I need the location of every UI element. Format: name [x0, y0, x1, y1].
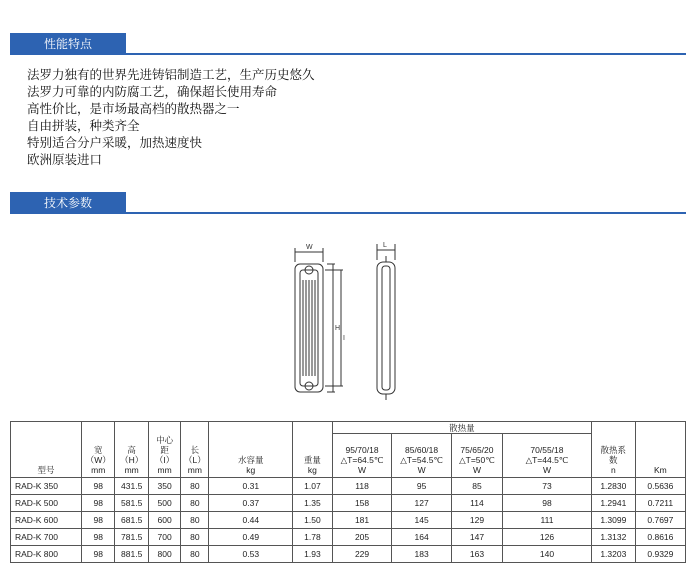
table-cell: 158 [332, 495, 392, 512]
table-cell: 1.93 [293, 546, 333, 563]
radiator-dimension-diagram [285, 240, 415, 410]
table-cell: 1.07 [293, 478, 333, 495]
table-cell: 98 [82, 529, 115, 546]
table-cell: 0.5636 [635, 478, 685, 495]
table-cell: 98 [82, 512, 115, 529]
header-coefficient: 散热系 数 n [591, 422, 635, 478]
header-model: 型号 [11, 422, 82, 478]
table-cell: 80 [181, 478, 209, 495]
table-cell: RAD-K 500 [11, 495, 82, 512]
header-cond-1: 95/70/18 △T=64.5℃ W [332, 434, 392, 478]
header-center-distance: 中心 距 （I） mm [148, 422, 180, 478]
section-title-specs: 技术参数 [10, 192, 126, 214]
table-cell: 181 [332, 512, 392, 529]
table-cell: 98 [503, 495, 592, 512]
header-water-capacity: 水容量 kg [209, 422, 293, 478]
header-cond-2: 85/60/18 △T=54.5℃ W [392, 434, 452, 478]
table-cell: 881.5 [115, 546, 148, 563]
diagram-label-w: W [306, 244, 313, 251]
table-cell: 164 [392, 529, 452, 546]
radiator-side-outline [377, 262, 395, 394]
section-header-specs [10, 192, 686, 214]
table-cell: 98 [82, 478, 115, 495]
table-cell: 111 [503, 512, 592, 529]
table-cell: RAD-K 350 [11, 478, 82, 495]
table-cell: 147 [451, 529, 502, 546]
table-cell: 205 [332, 529, 392, 546]
table-cell: 1.50 [293, 512, 333, 529]
diagram-label-l: L [383, 242, 387, 249]
table-row [11, 495, 686, 512]
diagram-label-i: I [343, 335, 345, 342]
header-length: 长 （L） mm [181, 422, 209, 478]
table-cell: 0.9329 [635, 546, 685, 563]
table-cell: 73 [503, 478, 592, 495]
table-cell: 80 [181, 546, 209, 563]
table-cell: 1.3099 [591, 512, 635, 529]
table-cell: 431.5 [115, 478, 148, 495]
table-cell: RAD-K 800 [11, 546, 82, 563]
table-cell: 600 [148, 512, 180, 529]
feature-item: 高性价比，是市场最高档的散热器之一 [27, 101, 240, 116]
header-cond-3: 75/65/20 △T=50℃ W [451, 434, 502, 478]
table-cell: 98 [82, 495, 115, 512]
section-title-features: 性能特点 [10, 33, 126, 55]
section-header-features [10, 33, 686, 55]
table-cell: 95 [392, 478, 452, 495]
table-row [11, 546, 686, 563]
table-cell: 500 [148, 495, 180, 512]
table-cell: 163 [451, 546, 502, 563]
table-cell: RAD-K 700 [11, 529, 82, 546]
table-cell: 1.3203 [591, 546, 635, 563]
feature-item: 自由拼装，种类齐全 [27, 118, 140, 133]
table-cell: 85 [451, 478, 502, 495]
table-cell: 114 [451, 495, 502, 512]
table-cell: 1.2830 [591, 478, 635, 495]
diagram-label-h: H [335, 325, 341, 332]
table-cell: 129 [451, 512, 502, 529]
table-cell: 0.7211 [635, 495, 685, 512]
table-cell: 229 [332, 546, 392, 563]
table-cell: 0.8616 [635, 529, 685, 546]
header-km: Km [635, 422, 685, 478]
table-cell: 0.7697 [635, 512, 685, 529]
table-cell: 350 [148, 478, 180, 495]
table-cell: 0.44 [209, 512, 293, 529]
feature-item: 特别适合分户采暖，加热速度快 [27, 135, 203, 150]
table-cell: 80 [181, 529, 209, 546]
header-cond-4: 70/55/18 △T=44.5℃ W [503, 434, 592, 478]
table-cell: 80 [181, 495, 209, 512]
feature-item: 法罗力可靠的内防腐工艺，确保超长使用寿命 [27, 84, 278, 99]
table-cell: 127 [392, 495, 452, 512]
table-row [11, 512, 686, 529]
table-cell: 1.2941 [591, 495, 635, 512]
table-cell: 0.53 [209, 546, 293, 563]
table-cell: 0.37 [209, 495, 293, 512]
table-cell: 126 [503, 529, 592, 546]
feature-item: 法罗力独有的世界先进铸铝制造工艺，生产历史悠久 [27, 67, 315, 82]
table-cell: 0.49 [209, 529, 293, 546]
table-cell: 681.5 [115, 512, 148, 529]
table-cell: 1.3132 [591, 529, 635, 546]
table-cell: 140 [503, 546, 592, 563]
table-cell: 0.31 [209, 478, 293, 495]
section-divider [126, 212, 686, 214]
header-heat-output: 散热量 [332, 422, 591, 434]
table-cell: 1.35 [293, 495, 333, 512]
table-cell: 98 [82, 546, 115, 563]
table-cell: 145 [392, 512, 452, 529]
header-weight: 重量 kg [293, 422, 333, 478]
table-cell: 118 [332, 478, 392, 495]
section-divider [126, 53, 686, 55]
header-width: 宽 （W） mm [82, 422, 115, 478]
spec-table [10, 421, 686, 563]
table-cell: RAD-K 600 [11, 512, 82, 529]
feature-list [27, 66, 315, 168]
table-cell: 781.5 [115, 529, 148, 546]
table-row [11, 478, 686, 495]
table-cell: 80 [181, 512, 209, 529]
table-row [11, 529, 686, 546]
table-cell: 700 [148, 529, 180, 546]
header-height: 高 （H） mm [115, 422, 148, 478]
table-cell: 183 [392, 546, 452, 563]
table-cell: 1.78 [293, 529, 333, 546]
table-cell: 800 [148, 546, 180, 563]
feature-item: 欧洲原装进口 [27, 152, 103, 167]
table-cell: 581.5 [115, 495, 148, 512]
